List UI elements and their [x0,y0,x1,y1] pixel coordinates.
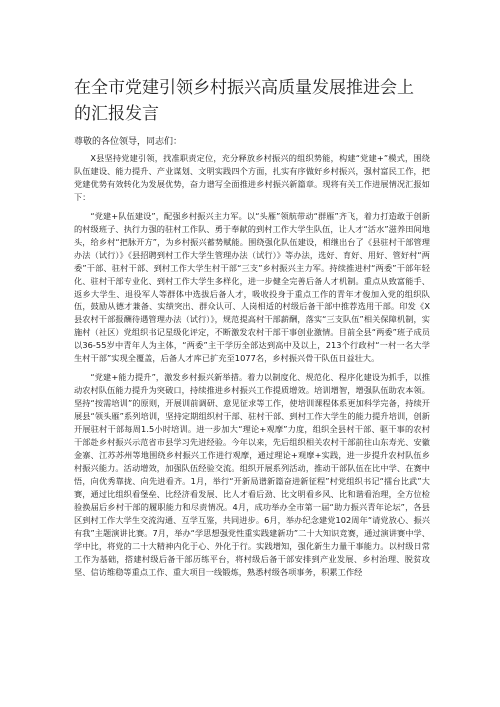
paragraph-intro: X县坚持党建引领，找准职责定位，充分释放乡村振兴的组织势能，构建“党建+”模式，围绕队伍建设、能力提升、产业谋划、文明实践四个方面，扎实有序做好乡村振兴，强村富民工作，把党建优势有效转化为发展优势，奋力谱写全面推进乡村振兴新篇章。现将有关工作进展情况汇报如下： [74,153,430,202]
document-body [74,152,430,585]
paragraph-team-building: “党建+队伍建设”，配强乡村振兴主力军。以“头雁”领航带动“群雁”齐飞，着力打造敢于创新的村级班子、执行力强的驻村工作队、勇于奉献的到村工作大学生队伍，让人才“活水”滋养田间地头，给乡村“把脉开方”，为乡村振兴蓄势赋能。围绕强化队伍建设，相继出台了《县驻村干部管理办法（试行）》《县招聘到村工作大学生管理办法（试行）》等办法，选好、育好、用好、管好村“两委”干部、驻村干部、到村工作大学生村干部“三支”乡村振兴主力军。持续推进村“两委”干部年轻化、驻村干部专业化、到村工作大学生多样化，进一步健全完善后备人才机制。重点从致富能手、返乡大学生、退役军人等群体中选拔后备人才，吸收投身于重点工作的青年才俊加入党的组织队伍，鼓励从德才兼备、实绩突出、群众认可、人岗相适的村级后备干部中推荐选用干部。印发《X县农村干部报酬待遇管理办法（试行）》，规范提高村干部薪酬，落实“三支队伍”相关保障机制，实施村（社区）党组织书记星级化评定，不断激发农村干部干事创业激情。目前全县“两委”班子成员以36-55岁中青年人为主体，“两委”主干学历全部达到高中及以上，213个行政村“一村一名大学生村干部”实现全覆盖，后备人才库已扩充至1077名，乡村振兴骨干队伍日益壮大。 [74,210,430,364]
salutation: 尊敬的各位领导，同志们： [74,137,183,147]
document-title: 在全市党建引领乡村振兴高质量发展推进会上的汇报发言 [74,78,414,124]
paragraph-capability: “党建+能力提升”，激发乡村振兴新举措。着力以制度化、规范化、程序化建设为抓手，以推动农村队伍能力提升为突破口，持续推进乡村振兴工作提质增效。培训增智，增强队伍助农本领。坚持“按需培训”的原则，开展训前调研、意见征求等工作，使培训课程体系更加科学完备，持续开展县“领头雁”系列培训，坚持定期组织村干部、驻村干部、到村工作大学生的能力提升培训，创新开展驻村干部每周1.5小时培训。进一步加大“理论+观摩”力度，组织全县村干部、驱干事的农村干部赴乡村振兴示范省市县学习先进经验。今年以来，先后组织相关农村干部前往山东寿光、安徽金寨、江苏苏州等地围绕乡村振兴工作进行观摩，通过理论+观摩+实践，进一步提升农村队伍乡村振兴能力。活动增效，加强队伍经验交流。组织开展系列活动，推动干部队伍在比中学、在赛中悟，向优秀靠拢、向先进看齐。1月，举行“开新局谱新篇奋进新征程”村党组织书记“擂台比武”大赛，通过比组织看堡垒、比经济看发展、比人才看后劲、比文明看乡风、比和谐看治理，全方位检验换届后乡村干部的履职能力和尽责情况。4月，成功举办全市第一届“助力振兴青年论坛”，各县区到村工作大学生交流沟通、互学互鉴，共同进步。6月，举办纪念建党102周年“请党放心、振兴有我”主题演讲比赛。7月，举办“学思想强党性重实践建新功”二十大知识竞赛，通过演讲赛中学、学中比，将党的二十大精神内化于心、外化于行。实践增知，强化新生力量干事能力。以村级日常工作为基础，搭建村级后备干部历练平台，将村级后备干部安排到产业发展、乡村治理、脱贫攻坚、信访维稳等重点工作、重大项目一线锻炼，熟悉村级各项事务，积累工作经 [74,372,430,577]
